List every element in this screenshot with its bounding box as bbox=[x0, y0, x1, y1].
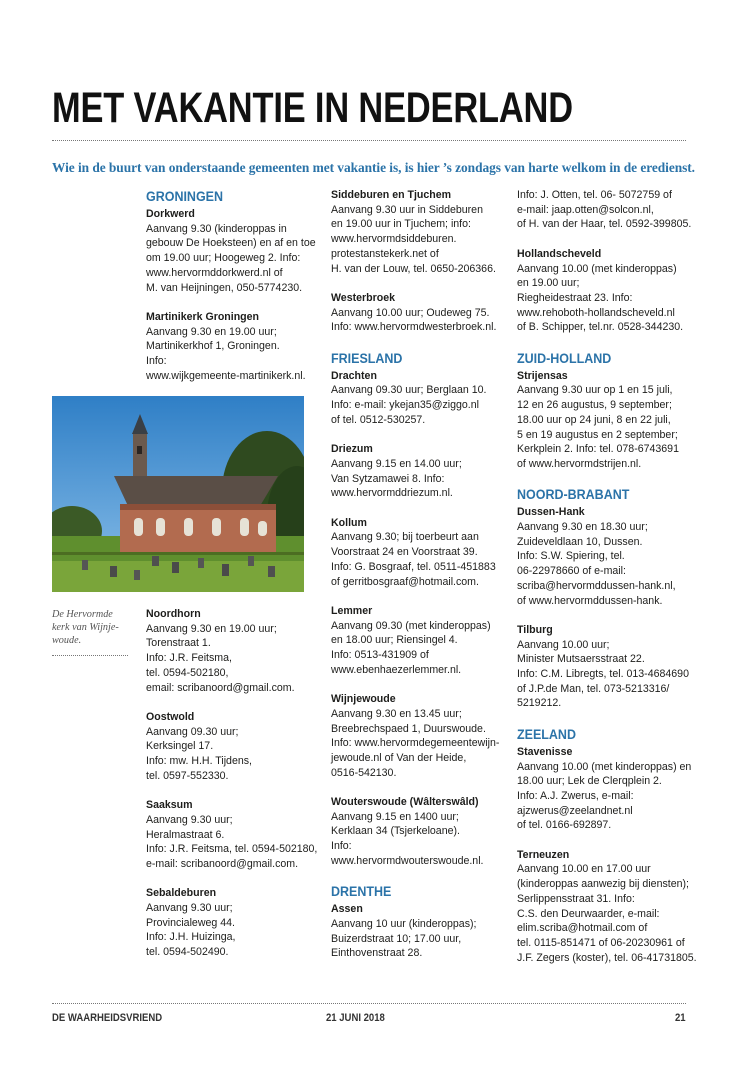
church-info-line: en 18.00 uur; Riensingel 4. bbox=[331, 634, 458, 647]
church-info-line: Aanvang 9.30 en 19.00 uur; bbox=[146, 325, 277, 338]
church-info-line: of www.hervormddussen-hank. bbox=[517, 594, 663, 607]
column-1-lower bbox=[146, 607, 326, 975]
church-info-line: Info: J.R. Feitsma, tel. 0594-502180, bbox=[146, 843, 318, 856]
church-entry bbox=[517, 623, 697, 711]
church-info-line: email: scribanoord@gmail.com. bbox=[146, 681, 295, 694]
church-info-line: scriba@hervormddussen-hank.nl, bbox=[517, 579, 676, 592]
column-3 bbox=[517, 188, 697, 980]
church-entry bbox=[331, 442, 511, 501]
church-info-line: Aanvang 9.30 uur op 1 en 15 juli, bbox=[517, 384, 673, 397]
church-name: Sebaldeburen bbox=[146, 887, 217, 900]
church-info-line: www.hervormddriezum.nl. bbox=[331, 487, 453, 500]
church-info-line: e-mail: scribanoord@gmail.com. bbox=[146, 857, 299, 870]
church-info-line: 18.00 uur; Lek de Clerqplein 2. bbox=[517, 775, 662, 788]
church-name: Drachten bbox=[331, 369, 377, 382]
church-name: Siddeburen en Tjuchem bbox=[331, 189, 452, 201]
church-info-line: Aanvang 9.30 uur in Siddeburen bbox=[331, 203, 483, 216]
church-info-line: of H. van der Haar, tel. 0592-399805. bbox=[517, 218, 692, 231]
church-entry bbox=[146, 886, 326, 960]
church-info-line: Aanvang 10.00 uur; Oudeweg 75. bbox=[331, 306, 490, 319]
church-name: Martinikerk Groningen bbox=[146, 310, 260, 323]
church-info-line: 0516-542130. bbox=[331, 766, 397, 779]
church-entry bbox=[146, 207, 326, 295]
church-entry bbox=[517, 247, 697, 335]
church-name: Lemmer bbox=[331, 604, 373, 617]
church-info-line: Info: www.hervormdwesterbroek.nl. bbox=[331, 321, 497, 334]
church-entry bbox=[331, 369, 511, 428]
church-info-line: Aanvang 9.30 en 18.30 uur; bbox=[517, 521, 648, 534]
church-name: Tilburg bbox=[517, 623, 553, 636]
church-name: Wouterswoude (Wâlterswâld) bbox=[331, 796, 479, 809]
church-entry bbox=[331, 795, 511, 869]
church-info-line: of B. Schipper, tel.nr. 0528-344230. bbox=[517, 321, 684, 334]
footer-date: 21 JUNI 2018 bbox=[326, 1012, 385, 1024]
church-name: Dorkwerd bbox=[146, 208, 195, 220]
church-info-line: Aanvang 9.30; bij toerbeurt aan bbox=[331, 531, 479, 544]
church-info-line: Breebrechspaed 1, Duurswoude. bbox=[331, 722, 486, 735]
church-info-line: protestanstekerk.net of bbox=[331, 247, 439, 260]
church-info-line: Martinikerkhof 1, Groningen. bbox=[146, 340, 280, 353]
church-entry bbox=[331, 604, 511, 678]
church-info-line: Info: C.M. Libregts, tel. 013-4684690 bbox=[517, 668, 689, 681]
church-info-line: Aanvang 9.15 en 1400 uur; bbox=[331, 810, 459, 823]
church-info-line: jewoude.nl of Van der Heide, bbox=[331, 751, 467, 764]
church-info-line: e-mail: jaap.otten@solcon.nl, bbox=[517, 203, 654, 216]
church-name: Westerbroek bbox=[331, 291, 395, 304]
region-heading-zeeland: ZEELAND bbox=[517, 726, 576, 743]
photo-caption: De Hervormde kerk van Wijnje-woude. bbox=[52, 609, 119, 646]
church-info-line: Info: www.hervormdegemeentewijn- bbox=[331, 737, 500, 750]
church-name: Saaksum bbox=[146, 799, 193, 812]
church-info-line: Van Sytzamawei 8. Info: bbox=[331, 472, 445, 485]
church-info-line: Aanvang 09.30 (met kinderoppas) bbox=[331, 619, 491, 632]
church-name: Hollandscheveld bbox=[517, 247, 602, 260]
church-info-line: tel. 0597-552330. bbox=[146, 769, 229, 782]
church-info-line: 5 en 19 augustus en 2 september; bbox=[517, 428, 678, 441]
church-info-line: of J.P.de Man, tel. 073-5213316/ bbox=[517, 682, 670, 695]
church-entry bbox=[146, 710, 326, 784]
church-info-line: Info: J.H. Huizinga, bbox=[146, 931, 236, 944]
church-info-line: 5219212. bbox=[517, 697, 562, 710]
church-info-line: Aanvang 9.15 en 14.00 uur; bbox=[331, 457, 462, 470]
church-info-line: Minister Mutsaersstraat 22. bbox=[517, 653, 645, 666]
church-info-line: Aanvang 10.00 en 17.00 uur bbox=[517, 863, 651, 876]
title-divider bbox=[52, 140, 686, 141]
church-info-line: Aanvang 10.00 (met kinderoppas) en bbox=[517, 760, 692, 773]
church-info-line: 18.00 uur op 24 juni, 8 en 22 juli, bbox=[517, 413, 671, 426]
church-entry bbox=[331, 516, 511, 590]
church-info-line: Aanvang 09.30 uur; Berglaan 10. bbox=[331, 384, 487, 397]
church-info-line: of www.hervormdstrijen.nl. bbox=[517, 457, 642, 470]
church-info-line: Aanvang 10.00 uur; bbox=[517, 638, 610, 651]
church-entry bbox=[331, 291, 511, 335]
column-1 bbox=[146, 188, 326, 398]
church-name: Assen bbox=[331, 903, 363, 916]
church-name: Wijnjewoude bbox=[331, 693, 396, 706]
church-info-line: Info: bbox=[146, 355, 167, 368]
church-info-line: Aanvang 9.30 uur; bbox=[146, 902, 233, 915]
page-title: MET VAKANTIE IN NEDERLAND bbox=[52, 84, 573, 132]
column-2 bbox=[331, 188, 511, 976]
church-entry bbox=[517, 745, 697, 833]
church-info-line: www.hervormdwouterswoude.nl. bbox=[331, 854, 484, 867]
footer-divider bbox=[52, 1003, 686, 1004]
church-info-line: Aanvang 9.30 en 13.45 uur; bbox=[331, 707, 462, 720]
church-info-line: H. van der Louw, tel. 0650-206366. bbox=[331, 262, 496, 275]
footer-page-number: 21 bbox=[675, 1012, 686, 1024]
church-info-line: Buizerdstraat 10; 17.00 uur, bbox=[331, 932, 462, 945]
region-heading-noord-brabant: NOORD-BRABANT bbox=[517, 487, 630, 504]
church-entry bbox=[146, 798, 326, 872]
church-info-line: (kinderoppas aanwezig bij diensten); bbox=[517, 878, 689, 891]
church-info-line: Torenstraat 1. bbox=[146, 637, 211, 650]
church-info-line: Provincialeweg 44. bbox=[146, 916, 235, 929]
church-info-line: Riegheidestraat 23. Info: bbox=[517, 291, 633, 304]
church-name: Stavenisse bbox=[517, 745, 573, 758]
church-info-line: of tel. 0166-692897. bbox=[517, 819, 612, 832]
church-info-line: Info: G. Bosgraaf, tel. 0511-451883 bbox=[331, 560, 496, 573]
church-info-line: gebouw De Hoeksteen) en af en toe bbox=[146, 237, 316, 250]
church-info-line: Info: bbox=[331, 840, 352, 853]
church-info-line: Kerklaan 34 (Tsjerkeloane). bbox=[331, 825, 460, 838]
church-info-line: Aanvang 9.30 uur; bbox=[146, 813, 233, 826]
church-info-line: Aanvang 9.30 (kinderoppas in bbox=[146, 222, 287, 235]
church-info-line: Kerkplein 2. Info: tel. 078-6743691 bbox=[517, 443, 679, 456]
church-info-line: en 19.00 uur in Tjuchem; info: bbox=[331, 218, 471, 231]
church-info-line: www.ebenhaezerlemmer.nl. bbox=[331, 663, 462, 676]
church-info-line: tel. 0115-851471 of 06-20230961 of bbox=[517, 936, 685, 949]
church-info-line: Info: J. Otten, tel. 06- 5072759 of bbox=[517, 189, 672, 201]
church-entry bbox=[146, 607, 326, 695]
church-name: Kollum bbox=[331, 516, 367, 529]
church-entry bbox=[331, 188, 511, 276]
church-name: Oostwold bbox=[146, 710, 195, 723]
church-info-line: tel. 0594-502490. bbox=[146, 946, 229, 959]
church-info-line: Heralmastraat 6. bbox=[146, 828, 225, 841]
church-info-line: M. van Heijningen, 050-5774230. bbox=[146, 281, 303, 294]
church-info-line: www.hervormddorkwerd.nl of bbox=[146, 266, 283, 279]
church-info-line: www.rehoboth-hollandscheveld.nl bbox=[517, 306, 675, 319]
footer-publication: DE WAARHEIDSVRIEND bbox=[52, 1012, 163, 1024]
church-name: Dussen-Hank bbox=[517, 506, 585, 519]
church-info-line: Info: J.R. Feitsma, bbox=[146, 652, 232, 665]
church-info-line: Aanvang 10 uur (kinderoppas); bbox=[331, 917, 477, 930]
church-info-line: om 19.00 uur; Hoogeweg 2. Info: bbox=[146, 252, 301, 265]
church-info-line: Einthovenstraat 28. bbox=[331, 947, 423, 960]
church-entry bbox=[331, 692, 511, 780]
church-info-line: of tel. 0512-530257. bbox=[331, 413, 426, 426]
church-info-line: tel. 0594-502180, bbox=[146, 666, 229, 679]
church-info-line: 12 en 26 augustus, 9 september; bbox=[517, 399, 672, 412]
intro-text: Wie in de buurt van onderstaande gemeenten met vakantie is, is hier ’s zondags van harte welkom in de eredienst. bbox=[52, 160, 695, 175]
church-info-line: C.S. den Deurwaarder, e-mail: bbox=[517, 907, 660, 920]
church-info-line: ajzwerus@zeelandnet.nl bbox=[517, 804, 633, 817]
church-info-line: Info: A.J. Zwerus, e-mail: bbox=[517, 789, 634, 802]
church-info-line: www.hervormdsiddeburen. bbox=[331, 233, 457, 246]
region-heading-zuid-holland: ZUID-HOLLAND bbox=[517, 350, 612, 367]
church-name: Strijensas bbox=[517, 369, 568, 382]
church-illustration bbox=[52, 396, 304, 592]
church-name: Terneuzen bbox=[517, 848, 570, 861]
church-info-line: of gerritbosgraaf@hotmail.com. bbox=[331, 575, 479, 588]
church-info-line: Info: mw. H.H. Tijdens, bbox=[146, 755, 252, 768]
church-entry bbox=[517, 505, 697, 608]
church-info-line: Zuideveldlaan 10, Dussen. bbox=[517, 535, 643, 548]
church-entry bbox=[331, 902, 511, 961]
church-entry bbox=[517, 369, 697, 472]
church-info-line: 06-22978660 of e-mail: bbox=[517, 565, 626, 578]
church-info-line: Info: 0513-431909 of bbox=[331, 649, 429, 662]
church-info-line: Serlippensstraat 31. Info: bbox=[517, 892, 635, 905]
church-info-line: Aanvang 9.30 en 19.00 uur; bbox=[146, 622, 277, 635]
church-info-line: Kerksingel 17. bbox=[146, 740, 214, 753]
church-entry bbox=[517, 188, 697, 232]
church-name: Noordhorn bbox=[146, 608, 201, 620]
church-info-line: J.F. Zegers (koster), tel. 06-41731805. bbox=[517, 951, 697, 964]
church-info-line: Aanvang 09.30 uur; bbox=[146, 725, 239, 738]
church-entry bbox=[146, 310, 326, 384]
church-info-line: Info: e-mail: ykejan35@ziggo.nl bbox=[331, 399, 479, 412]
church-info-line: www.wijkgemeente-martinikerk.nl. bbox=[146, 369, 306, 382]
church-entry bbox=[517, 848, 697, 966]
region-heading-groningen: GRONINGEN bbox=[146, 189, 223, 205]
church-info-line: Aanvang 10.00 (met kinderoppas) bbox=[517, 262, 677, 275]
church-info-line: en 19.00 uur; bbox=[517, 277, 580, 290]
church-name: Driezum bbox=[331, 443, 373, 456]
region-heading-friesland: FRIESLAND bbox=[331, 350, 403, 367]
caption-divider bbox=[52, 655, 128, 656]
region-heading-drenthe: DRENTHE bbox=[331, 884, 392, 901]
church-info-line: elim.scriba@hotmail.com of bbox=[517, 922, 648, 935]
church-info-line: Info: S.W. Spiering, tel. bbox=[517, 550, 625, 563]
church-photo bbox=[52, 396, 304, 592]
church-info-line: Voorstraat 24 en Voorstraat 39. bbox=[331, 546, 478, 559]
